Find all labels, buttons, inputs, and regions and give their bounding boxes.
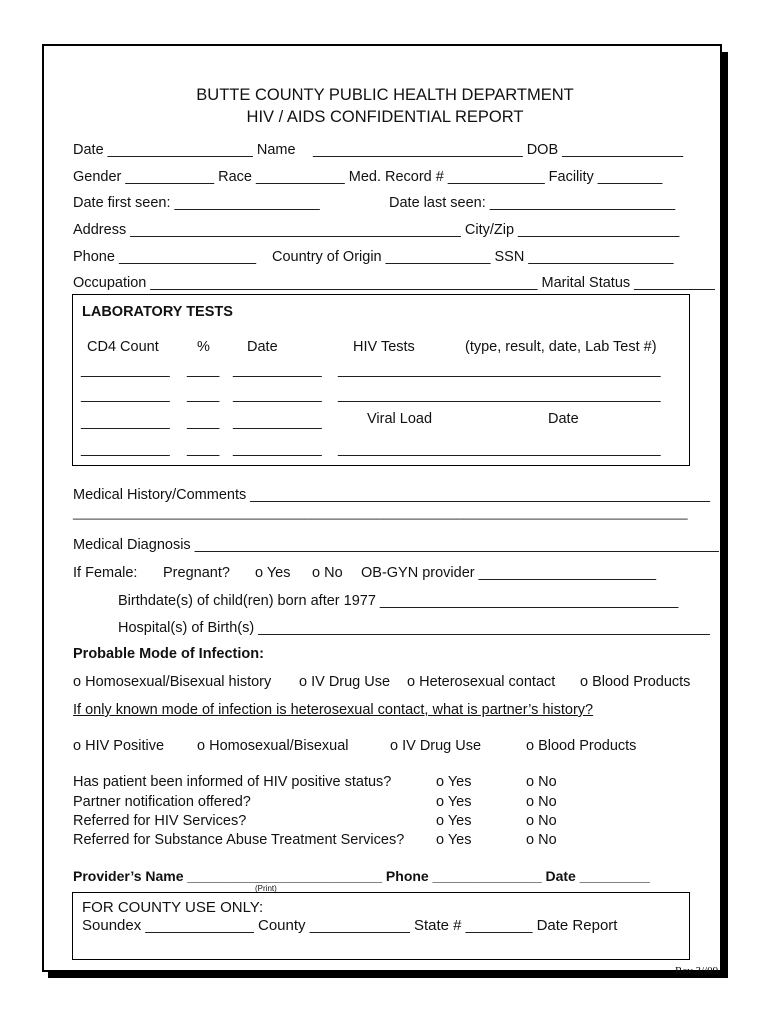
percent-header: % bbox=[197, 339, 210, 355]
heterosexual-contact-option[interactable]: o Heterosexual contact bbox=[407, 674, 556, 690]
partner-blood-products-option[interactable]: o Blood Products bbox=[526, 738, 637, 754]
hospital-of-birth-field[interactable]: Hospital(s) of Birth(s) ________________________________________________________ bbox=[118, 620, 710, 636]
date-last-seen-field[interactable]: Date last seen: _______________________ bbox=[389, 195, 676, 211]
pct-line[interactable]: ____ bbox=[187, 362, 220, 378]
cd4-count-header: CD4 Count bbox=[87, 339, 159, 355]
obgyn-provider-field[interactable]: OB-GYN provider ______________________ bbox=[361, 565, 657, 581]
pct-line[interactable]: ____ bbox=[187, 414, 220, 430]
form-title: BUTTE COUNTY PUBLIC HEALTH DEPARTMENT bbox=[196, 86, 574, 104]
informed-no-option[interactable]: o No bbox=[526, 774, 557, 790]
question-substance-abuse: Referred for Substance Abuse Treatment Services? bbox=[73, 832, 405, 848]
child-birthdates-field[interactable]: Birthdate(s) of child(ren) born after 1977 _____________________________________ bbox=[118, 593, 679, 609]
lab-date-line[interactable]: ___________ bbox=[233, 441, 322, 457]
provider-signature-line[interactable]: Provider’s Name _________________________ Phone ______________ Date _________ bbox=[73, 868, 650, 884]
address-cityzip-field[interactable]: Address _________________________________________ City/Zip ____________________ bbox=[73, 222, 680, 238]
cd4-line[interactable]: ___________ bbox=[81, 414, 170, 430]
infection-mode-heading: Probable Mode of Infection: bbox=[73, 646, 264, 662]
question-hiv-services: Referred for HIV Services? bbox=[73, 813, 247, 829]
question-partner-notification: Partner notification offered? bbox=[73, 794, 251, 810]
viral-date-label: Date bbox=[548, 411, 579, 427]
pct-line[interactable]: ____ bbox=[187, 441, 220, 457]
partner-iv-drug-option[interactable]: o IV Drug Use bbox=[390, 738, 482, 754]
laboratory-tests-heading: LABORATORY TESTS bbox=[82, 304, 233, 320]
date-name-field[interactable]: Date __________________ Name bbox=[73, 142, 296, 158]
cd4-line[interactable]: ___________ bbox=[81, 387, 170, 403]
partner-notification-no-option[interactable]: o No bbox=[526, 794, 557, 810]
lab-date-line[interactable]: ___________ bbox=[233, 414, 322, 430]
dob-field[interactable]: __________________________ DOB _______________ bbox=[313, 142, 684, 158]
homosexual-bisexual-option[interactable]: o Homosexual/Bisexual history bbox=[73, 674, 272, 690]
pregnant-no-option[interactable]: o No bbox=[312, 565, 343, 581]
hiv-tests-note: (type, result, date, Lab Test #) bbox=[465, 339, 657, 355]
cd4-line[interactable]: ___________ bbox=[81, 441, 170, 457]
pregnant-label: Pregnant? bbox=[163, 565, 230, 581]
medical-diagnosis-field[interactable]: Medical Diagnosis _________________________________________________________________ bbox=[73, 537, 719, 553]
form-subtitle: HIV / AIDS CONFIDENTIAL REPORT bbox=[246, 108, 524, 126]
county-use-heading: FOR COUNTY USE ONLY: bbox=[82, 899, 264, 916]
viral-load-line[interactable]: ________________________________________ bbox=[338, 441, 661, 457]
if-female-label: If Female: bbox=[73, 565, 138, 581]
print-note: (Print) bbox=[255, 884, 277, 893]
informed-yes-option[interactable]: o Yes bbox=[436, 774, 472, 790]
country-ssn-field[interactable]: Country of Origin _____________ SSN __________________ bbox=[272, 249, 674, 265]
question-informed: Has patient been informed of HIV positive status? bbox=[73, 774, 392, 790]
viral-load-label: Viral Load bbox=[367, 411, 433, 427]
partner-hiv-positive-option[interactable]: o HIV Positive bbox=[73, 738, 165, 754]
lab-date-line[interactable]: ___________ bbox=[233, 387, 322, 403]
county-fields-line[interactable]: Soundex _____________ County ____________ State # ________ Date Report bbox=[82, 917, 618, 934]
hiv-services-no-option[interactable]: o No bbox=[526, 813, 557, 829]
blood-products-option[interactable]: o Blood Products bbox=[580, 674, 691, 690]
lab-date-line[interactable]: ___________ bbox=[233, 362, 322, 378]
partner-history-question: If only known mode of infection is heterosexual contact, what is partner’s history? bbox=[73, 702, 594, 718]
occupation-marital-field[interactable]: Occupation ________________________________________________ Marital Status __________ bbox=[73, 275, 715, 291]
hiv-services-yes-option[interactable]: o Yes bbox=[436, 813, 472, 829]
iv-drug-use-option[interactable]: o IV Drug Use bbox=[299, 674, 391, 690]
pct-line[interactable]: ____ bbox=[187, 387, 220, 403]
revision-label: Rev 3//09 bbox=[675, 965, 719, 977]
medical-history-continued[interactable]: _____________________________________________________________________________________ bbox=[73, 505, 688, 520]
hiv-test-line[interactable]: ________________________________________ bbox=[338, 387, 661, 403]
form-border-shadow-bottom bbox=[48, 972, 728, 978]
medical-history-field[interactable]: Medical History/Comments _________________________________________________________ bbox=[73, 487, 710, 503]
pregnant-yes-option[interactable]: o Yes bbox=[255, 565, 291, 581]
partner-notification-yes-option[interactable]: o Yes bbox=[436, 794, 472, 810]
cd4-line[interactable]: ___________ bbox=[81, 362, 170, 378]
gender-race-record-facility-field[interactable]: Gender ___________ Race ___________ Med. Record # ____________ Facility ________ bbox=[73, 169, 663, 185]
date-first-seen-field[interactable]: Date first seen: __________________ bbox=[73, 195, 320, 211]
hiv-test-line[interactable]: ________________________________________ bbox=[338, 362, 661, 378]
form-border-shadow bbox=[722, 52, 728, 978]
substance-abuse-no-option[interactable]: o No bbox=[526, 832, 557, 848]
lab-date-header: Date bbox=[247, 339, 278, 355]
substance-abuse-yes-option[interactable]: o Yes bbox=[436, 832, 472, 848]
partner-homosexual-option[interactable]: o Homosexual/Bisexual bbox=[197, 738, 349, 754]
hiv-tests-header: HIV Tests bbox=[353, 339, 415, 355]
phone-field[interactable]: Phone _________________ bbox=[73, 249, 257, 265]
